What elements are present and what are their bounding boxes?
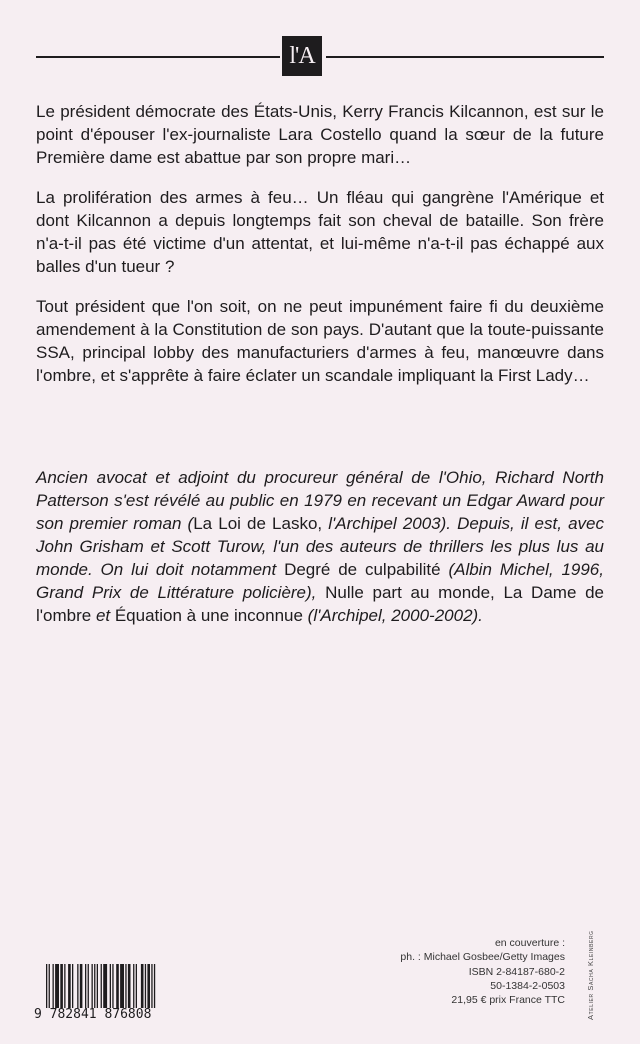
bio-segment-4: et [91,606,115,625]
header-rule-left [36,56,280,58]
blurb-paragraph-3: Tout président que l'on soit, on ne peut impunément faire fi du deuxième amendement à la Constitution de son pays. D'autant que la toute-puissante SSA, principal lobby des manufacturiers d'armes à feu, manœuvre dans l'ombre, et s'apprête à faire éclater un scandale impliquant la First Lady… [36,297,604,385]
barcode-bar [68,964,71,1008]
barcode-bar [53,964,54,1008]
barcode-bar [77,964,78,1008]
barcode-bar [55,964,59,1008]
bio-title-4: Équation à une inconnue [114,606,303,625]
barcode-bar [112,964,113,1008]
barcode-bar [64,964,65,1008]
barcode-bar [133,964,134,1008]
barcode-number: 9 782841 876808 [34,1007,152,1022]
barcode-bar [120,964,124,1008]
barcode-bar [72,964,73,1008]
barcode-bar [145,964,146,1008]
bio-segment-2: l'Archipel 2003). Depuis, il est, avec John Grisham et Scott Turow, l'un des auteurs de thrillers les plus lus au monde. On lui doit notamment [36,514,604,579]
blurb-paragraph-1: Le président démocrate des États-Unis, Kerry Francis Kilcannon, est sur le point d'épouser l'ex-journaliste Lara Costello quand la sœur de la future Première dame est abattue par son propre mari… [36,102,604,167]
credits [315,936,565,1007]
barcode-bar [141,964,144,1008]
barcode-bar [101,964,102,1008]
barcode-bar [92,964,93,1008]
bio-segment-3: (Albin Michel, 1996, Grand Prix de Littérature policière), [36,560,604,602]
blurb-paragraph-2: La prolifération des armes à feu… Un fléau qui gangrène l'Amérique et dont Kilcannon a depuis longtemps fait son cheval de bataille. Son frère n'a-t-il pas été victime d'un attentat, et lui-même n'a-t-il pas échappé aux balles d'un tueur ? [36,188,604,276]
barcode-bar [154,964,155,1008]
barcode [34,964,172,1022]
header [36,34,604,78]
barcode-bar [103,964,107,1008]
bio-segment-5: (l'Archipel, 2000-2002). [302,606,483,625]
bio-title-2: Degré de culpabilité [284,560,441,579]
barcode-bar [88,964,89,1008]
barcode-bar [60,964,63,1008]
header-rule-right [326,56,604,58]
credit-line: ph. : Michael Gosbee/Getty Images [400,951,565,964]
barcode-bar [46,964,47,1008]
barcode-bar [128,964,131,1008]
barcode-bar [97,964,98,1008]
blurb [36,100,604,404]
publisher-logo: l'A [282,36,322,76]
barcode-bar [151,964,152,1008]
author-bio [36,466,604,627]
barcode-bar [85,964,86,1008]
credit-line: en couverture : [494,937,565,949]
credit-line: 21,95 € prix France TTC [451,994,565,1007]
barcode-bar [147,964,150,1008]
barcode-bar [94,964,95,1008]
barcode-bars [46,964,172,1008]
credit-line: ISBN 2-84187-680-2 [468,965,565,978]
bio-segment-1: Ancien avocat et adjoint du procureur général de l'Ohio, Richard North Patterson s'est révélé au public en 1979 en recevant un Edgar Award pour son premier roman ( [36,468,604,533]
barcode-bar [110,964,111,1008]
barcode-bar [49,964,50,1008]
barcode-bar [80,964,83,1008]
barcode-bar [136,964,137,1008]
barcode-bar [116,964,119,1008]
bio-title-1: La Loi de Lasko, [193,514,323,533]
barcode-bar [125,964,126,1008]
credit-line: 50-1384-2-0503 [490,979,565,992]
design-credit: Atelier Sacha Kleinberg [586,930,595,1020]
author-bio-text [36,466,604,627]
bio-title-3: Nulle part au monde, La Dame de l'ombre [36,583,604,625]
